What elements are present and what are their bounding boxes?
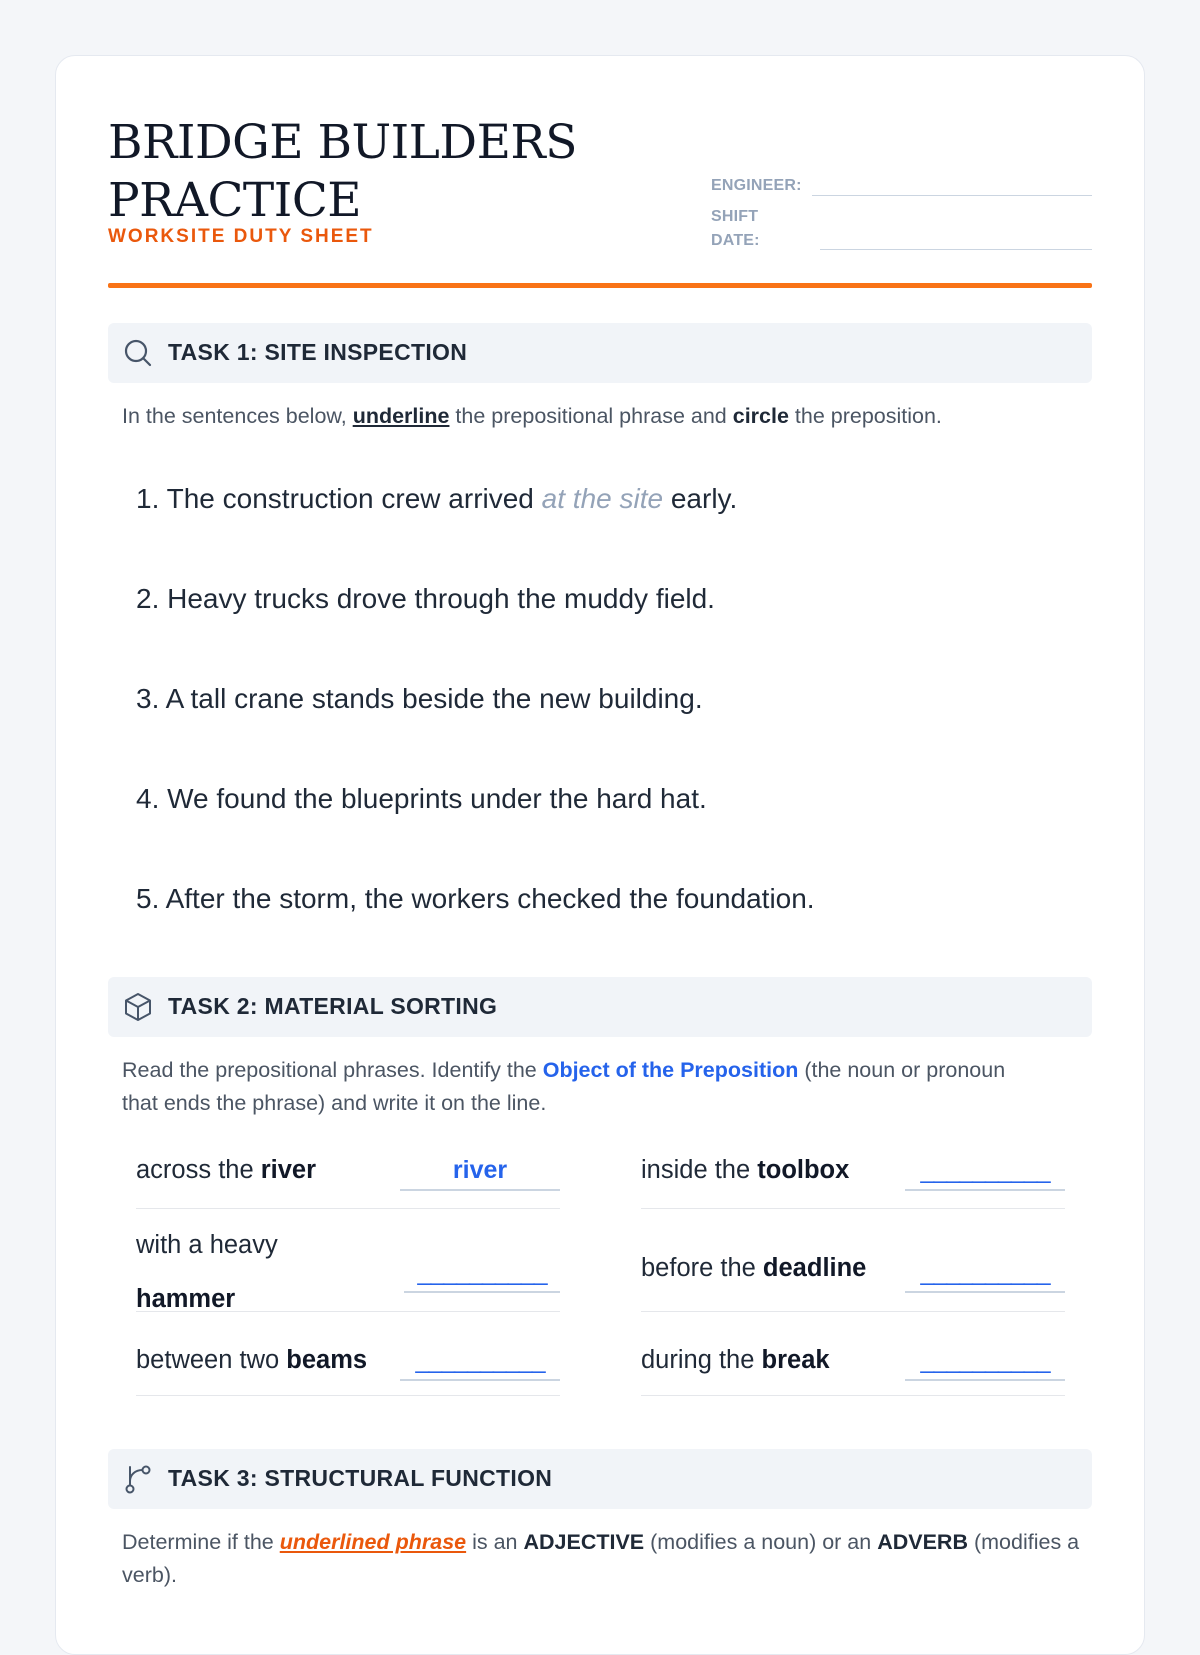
engineer-label: ENGINEER: [711,177,802,194]
list-item [136,1136,560,1209]
list-item [641,1311,1065,1396]
answer-field[interactable]: __________ [400,1341,560,1381]
engineer-input-line[interactable] [812,195,1092,196]
instruction-text: the preposition. [788,404,942,428]
sentence-5[interactable]: 5. After the storm, the workers checked the foundation. [136,883,815,914]
list-item [641,1208,1065,1312]
instruction-text: (modifies a noun) or an [644,1530,878,1554]
instruction-keyword: underlined phrase [279,1530,467,1554]
search-icon [122,337,154,369]
answer-field[interactable]: __________ [905,1253,1065,1293]
title-line-2: PRACTICE [108,173,362,228]
task-3-title: TASK 3: STRUCTURAL FUNCTION [168,1465,553,1491]
sentence-3[interactable]: 3. A tall crane stands beside the new building. [136,683,703,714]
phrase [641,1247,866,1289]
answer-field[interactable]: __________ [404,1253,560,1293]
phrase-text: during the [641,1346,762,1374]
instruction-text: (the noun or pronoun that ends the phrase) and write it on the line. [122,1058,1006,1115]
phrase [136,1149,316,1191]
phrase [641,1339,830,1381]
phrase-text: with a heavy [136,1231,278,1259]
task-3-instruction [122,1526,1082,1592]
instruction-text: the prepositional phrase and [449,404,733,428]
sentence-text: early. [663,483,738,514]
sentence-4[interactable]: 4. We found the blueprints under the hard hat. [136,783,707,814]
answer-field[interactable]: __________ [905,1151,1065,1191]
instruction-keyword: Object of the Preposition [542,1058,799,1082]
example-phrase: at the site [541,483,664,514]
instruction-text: Read the prepositional phrases. Identify the [122,1058,543,1082]
title-line-1: BRIDGE BUILDERS [108,115,577,170]
adjective-keyword: ADJECTIVE [523,1530,645,1554]
task-1-header [108,323,1092,383]
list-item [641,1136,1065,1209]
worksheet-card [55,55,1145,1655]
box-icon [122,991,154,1023]
list-item [136,1208,560,1312]
answer-field[interactable]: river [400,1151,560,1191]
answer-field[interactable]: __________ [905,1341,1065,1381]
phrase-text: across the [136,1156,261,1184]
engineer-field [711,173,1092,203]
adverb-keyword: ADVERB [877,1530,968,1554]
instruction-text: (modifies a verb). [122,1530,1080,1587]
task-3-header [108,1449,1092,1509]
phrase-text: inside the [641,1156,758,1184]
phrase-object: hammer [136,1285,236,1313]
phrase-object: break [761,1346,830,1374]
phrase-object: river [260,1156,317,1184]
instruction-text: is an [466,1530,524,1554]
phrase-object: toolbox [757,1156,850,1184]
date-label: DATE: [711,232,760,249]
phrase-object: deadline [762,1254,867,1282]
task-2-instruction [122,1054,1042,1120]
phrase [136,1339,367,1381]
instruction-keyword-circle: circle [732,404,789,428]
instruction-text: Determine if the [122,1530,280,1554]
task-1-title: TASK 1: SITE INSPECTION [168,339,468,365]
shift-date-field [711,204,1092,256]
instruction-keyword-underline: underline [352,404,450,428]
sentence-2[interactable]: 2. Heavy trucks drove through the muddy field. [136,583,715,614]
phrase [136,1218,386,1326]
sentence-text: 1. The construction crew arrived [136,483,542,514]
list-item [136,1311,560,1396]
page-title [108,114,668,230]
task-2-header [108,977,1092,1037]
shift-label: SHIFT [711,208,759,225]
task-2-title: TASK 2: MATERIAL SORTING [168,993,498,1019]
shift-date-input-line[interactable] [820,249,1092,250]
sentence-1[interactable] [136,481,737,517]
instruction-text: In the sentences below, [122,404,353,428]
task-1-instruction [122,400,1072,433]
page-subtitle: WORKSITE DUTY SHEET [108,226,374,247]
branch-icon [122,1463,154,1495]
header-divider [108,283,1092,288]
phrase-object: beams [286,1346,368,1374]
phrase-text: before the [641,1254,763,1282]
phrase [641,1149,849,1191]
phrase-text: between two [136,1346,287,1374]
